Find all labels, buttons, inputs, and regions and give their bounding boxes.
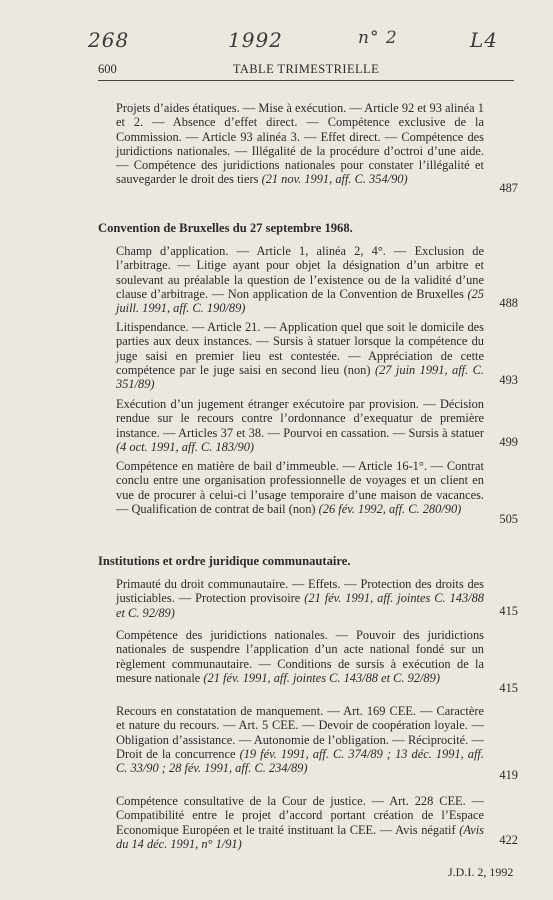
entry-page-number: 419 <box>499 768 518 782</box>
entry-text: Exécution d’un jugement étranger exécutoire par provision. — Décision rendue sur le recours contre l’ordonnance d’exequatur de première instance. — Articles 37 et 38. — Pourvoi en cassation. — Sursis à statuer <box>116 397 484 440</box>
handwritten-annotation: 1992 <box>228 28 283 52</box>
entry-page-number: 422 <box>499 833 518 847</box>
entry-reference: (21 fév. 1991, aff. jointes C. 143/88 et C. 92/89) <box>203 670 440 685</box>
index-entry <box>116 397 484 454</box>
entry-reference: (21 fév. 1991, aff. jointes C. 143/88 et C. 92/89) <box>116 591 484 620</box>
entry-page-number: 505 <box>499 512 518 526</box>
entry-page-number: 488 <box>499 296 518 310</box>
footer-citation: J.D.I. 2, 1992 <box>448 865 514 879</box>
entry-text: Projets d’aides étatiques. — Mise à exécution. — Article 92 et 93 alinéa 1 et 2. — Absence d’effet direct. — Compétence exclusive de la Commission. — Article 93 alinéa 3. — Effet direct. — Compétence des juridictions nationales. — Illégalité de la procédure d’octroi d’une aide. — Compétence des juridictions nationales pour constater l’illégalité et sauvegarder le droit des tiers <box>116 101 484 187</box>
entry-page-number: 499 <box>499 435 518 449</box>
entry-reference: (Avis du 14 déc. 1991, n° 1/91) <box>116 822 484 851</box>
entry-text: Compétence des juridictions nationales. — Pouvoir des juridictions nationales de suspendre l’application d’un acte national fondé sur un règlement communautaire. — Conditions de sursis à exécution de la mesure nationale <box>116 628 484 685</box>
entry-text: Compétence consultative de la Cour de justice. — Art. 228 CEE. — Compatibilité entre le projet d’accord portant création de l’Espace Economique Européen et le traité instituant la CEE. — Avis négatif <box>116 794 484 837</box>
handwritten-annotation: n° 2 <box>358 28 398 48</box>
entry-text: Compétence en matière de bail d’immeuble. — Article 16-1°. — Contrat conclu entre une organisation professionnelle de voyages et un client en vue de procurer à celui-ci l’usage temporaire d’une maison de vacances. — Qualification de contrat de bail (non) <box>116 459 484 516</box>
entry-page-number: 415 <box>499 604 518 618</box>
entry-reference: (26 fév. 1992, aff. C. 280/90) <box>318 501 462 516</box>
index-entry <box>116 704 484 775</box>
entry-reference: (19 fév. 1991, aff. C. 374/89 ; 13 déc. 1991, aff. C. 33/90 ; 28 fév. 1991, aff. C. 234/89) <box>116 746 484 776</box>
entry-page-number: 493 <box>499 373 518 387</box>
index-entry <box>116 628 484 685</box>
entry-reference: (4 oct. 1991, aff. C. 183/90) <box>116 439 255 454</box>
entry-page-number: 487 <box>499 181 518 195</box>
section-heading: Convention de Bruxelles du 27 septembre 1968. <box>98 221 353 235</box>
index-entry <box>116 244 484 315</box>
page-number: 600 <box>98 62 117 76</box>
running-title: TABLE TRIMESTRIELLE <box>232 62 380 76</box>
index-entry <box>116 101 484 187</box>
index-entry <box>116 459 484 516</box>
entry-reference: (25 juill. 1991, aff. C. 190/89) <box>116 286 484 316</box>
entry-page-number: 415 <box>499 681 518 695</box>
entry-reference: (21 nov. 1991, aff. C. 354/90) <box>261 172 408 187</box>
entry-reference: (27 juin 1991, aff. C. 351/89) <box>116 362 484 392</box>
entry-text: Litispendance. — Article 21. — Application quel que soit le domicile des parties aux deux instances. — Sursis à statuer lorsque la compétence du juge saisi en premier lieu est contestée. — Appréciation de cette compétence par le juge saisi en second lieu (non) <box>116 320 484 377</box>
index-entry <box>116 577 484 620</box>
handwritten-annotation: L4 <box>470 28 499 52</box>
running-header <box>98 62 514 81</box>
index-entry <box>116 320 484 391</box>
entry-text: Champ d’application. — Article 1, alinéa 2, 4°. — Exclusion de l’arbitrage. — Litige ayant pour objet la désignation d’un arbitre et soulevant au préalable la question de l’existence ou de la validité d’une clause d’arbitrage. — Non application de la Convention de Bruxelles <box>116 244 484 301</box>
handwritten-annotation: 268 <box>88 28 130 52</box>
index-entry <box>116 794 484 851</box>
entry-text: Recours en constatation de manquement. — Art. 169 CEE. — Caractère et nature du recours. — Art. 5 CEE. — Devoir de coopération loyale. — Obligation d’assistance. — Autonomie de l’obligation. — Réciprocité. — Droit de la concurrence <box>116 704 484 761</box>
entry-text: Primauté du droit communautaire. — Effets. — Protection des droits des justiciables. — Protection provisoire <box>116 577 484 606</box>
section-heading: Institutions et ordre juridique communautaire. <box>98 554 351 568</box>
